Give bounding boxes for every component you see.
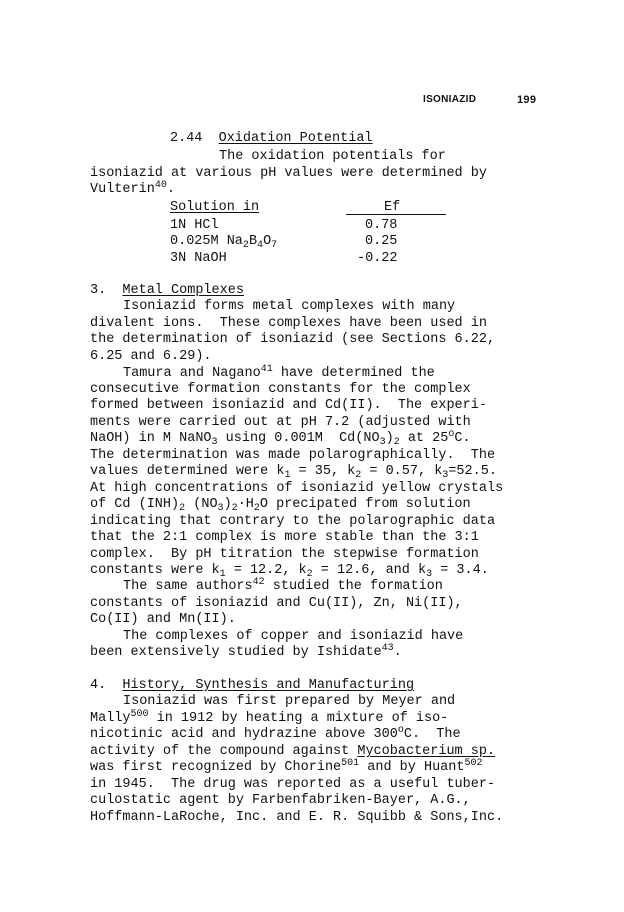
table-header-solution: Solution in bbox=[170, 200, 260, 215]
reference-superscript: 501 bbox=[341, 758, 360, 769]
paragraph-line: Co(II) and Mn(II). bbox=[90, 612, 236, 627]
paragraph-line: ments were carried out at pH 7.2 (adjusted with bbox=[90, 415, 471, 430]
paragraph-line: indicating that contrary to the polarographic data bbox=[90, 514, 496, 529]
section-3-heading bbox=[90, 283, 244, 299]
paragraph-line: of Cd $(INH)_2$ $(NO_3)_2\cdot H_2O$ precipated from solution bbox=[90, 497, 471, 514]
section-number: 3. bbox=[90, 283, 107, 298]
reference-superscript: 43 bbox=[381, 643, 394, 654]
paragraph-line: constants of isoniazid and Cu(II), Zn, Ni(II), bbox=[90, 596, 463, 611]
section-2-44-heading bbox=[170, 131, 373, 147]
paragraph-line: isoniazid at various pH values were determined by bbox=[90, 166, 487, 181]
section-number: 4. bbox=[90, 678, 107, 693]
paragraph-line: nicotinic acid and hydrazine above 300$^o$C. The bbox=[90, 725, 461, 742]
paragraph-line: The same authors$^{42}$ studied the formation bbox=[123, 577, 443, 594]
paragraph-line: consecutive formation constants for the complex bbox=[90, 382, 471, 397]
paragraph-line: activity of the compound against Mycobacterium sp. bbox=[90, 744, 496, 759]
paragraph-line: The complexes of copper and isoniazid have bbox=[123, 629, 464, 644]
reference-superscript: 502 bbox=[464, 758, 483, 769]
reference-superscript: 40 bbox=[154, 180, 167, 191]
paragraph-line: Isoniazid forms metal complexes with many bbox=[123, 299, 456, 314]
table-row-ef: 0.78 bbox=[365, 218, 398, 233]
table-row-solution: 1N HCl bbox=[170, 218, 219, 233]
organism-name: Mycobacterium sp. bbox=[357, 744, 496, 759]
paragraph-line: formed between isoniazid and Cd(II). The experi- bbox=[90, 398, 487, 413]
table-row-solution: 0.025M $Na_2B_4O_7$ bbox=[170, 234, 278, 251]
paragraph-line: At high concentrations of isoniazid yellow crystals bbox=[90, 481, 504, 496]
table-header-ef: Ef bbox=[384, 200, 401, 215]
paragraph-line: The determination was made polarographically. The bbox=[90, 448, 496, 463]
section-4-heading bbox=[90, 678, 414, 694]
paragraph-line: in 1945. The drug was reported as a useful tuber- bbox=[90, 777, 496, 792]
paragraph-line: divalent ions. These complexes have been used in bbox=[90, 316, 487, 331]
section-title: Metal Complexes bbox=[122, 283, 244, 298]
running-title: ISONIAZID bbox=[423, 94, 477, 105]
paragraph-line: was first recognized by Chorine$^{501}$ and by Huant$^{502}$ bbox=[90, 758, 483, 775]
table-row-solution: 3N NaOH bbox=[170, 251, 227, 266]
paragraph-line: complex. By pH titration the stepwise formation bbox=[90, 547, 479, 562]
paragraph-line: 6.25 and 6.29). bbox=[90, 349, 212, 364]
reference-superscript: 41 bbox=[260, 364, 273, 375]
table-header-rule bbox=[346, 214, 446, 215]
paragraph-line: Mally$^{500}$ in 1912 by heating a mixture of iso- bbox=[90, 709, 449, 726]
paragraph-line: The oxidation potentials for bbox=[219, 149, 446, 164]
reference-superscript: 42 bbox=[252, 577, 265, 588]
reference-superscript: 500 bbox=[130, 709, 149, 720]
paragraph-line: that the 2:1 complex is more stable than the 3:1 bbox=[90, 530, 479, 545]
paragraph-line: constants were $k_1 = 12.2$, $k_2 = 12.6$, and $k_3 = 3.4$. bbox=[90, 563, 489, 580]
section-number: 2.44 bbox=[170, 131, 203, 146]
paragraph-line: culostatic agent by Farbenfabriken-Bayer, A.G., bbox=[90, 793, 471, 808]
page-number: 199 bbox=[517, 94, 537, 106]
paragraph-line: the determination of isoniazid (see Sections 6.22, bbox=[90, 332, 496, 347]
paragraph-line: Vulterin$^{40}$. bbox=[90, 180, 175, 197]
paragraph-line: values determined were $k_1 = 35$, $k_2 = 0.57$, $k_3=52.5$. bbox=[90, 464, 497, 481]
paragraph-line: been extensively studied by Ishidate$^{43}$. bbox=[90, 643, 402, 660]
paragraph-line: NaOH) in M NaNO$_3$ using 0.001M $Cd(NO_3)_2$ at 25$^o$C. bbox=[90, 429, 471, 448]
paragraph-line: Hoffmann-LaRoche, Inc. and E. R. Squibb & Sons,Inc. bbox=[90, 810, 504, 825]
table-row-ef: -0.22 bbox=[357, 251, 398, 266]
paragraph-line: Tamura and Nagano$^{41}$ have determined the bbox=[123, 364, 435, 381]
paragraph-line: Isoniazid was first prepared by Meyer and bbox=[123, 694, 456, 709]
section-title: History, Synthesis and Manufacturing bbox=[122, 678, 415, 693]
section-title: Oxidation Potential bbox=[218, 131, 373, 146]
table-row-ef: 0.25 bbox=[365, 234, 398, 249]
